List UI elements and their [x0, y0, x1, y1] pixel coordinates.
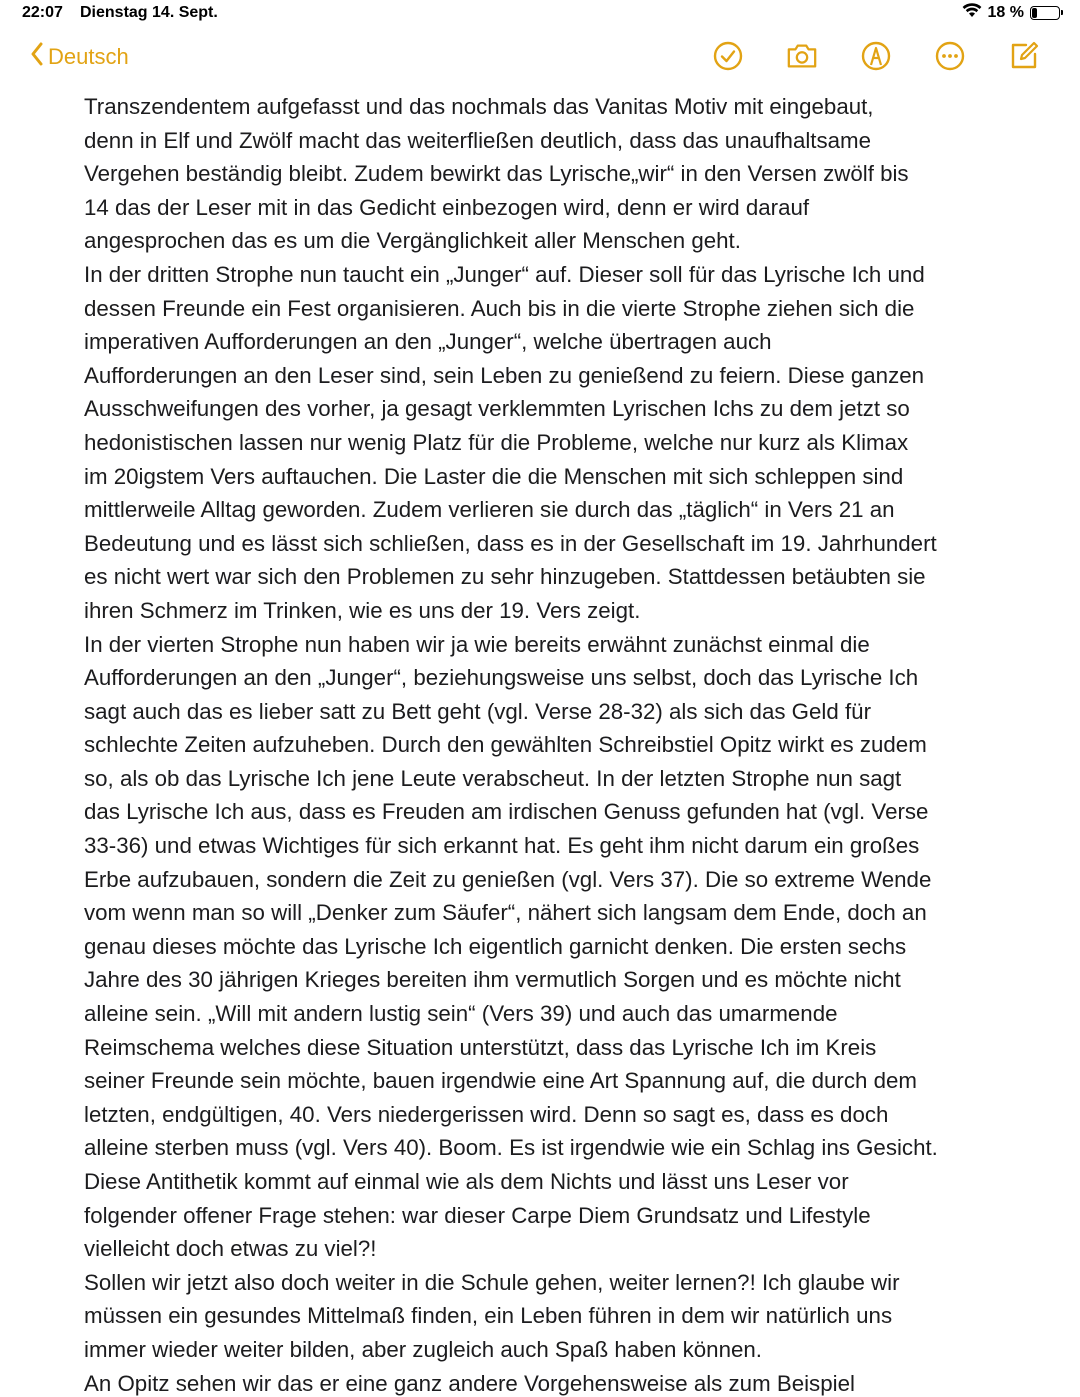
note-text-line: dessen Freunde ein Fest organisieren. Auch bis in die vierte Strophe ziehen sich die: [84, 295, 915, 321]
more-ellipsis-icon[interactable]: [934, 40, 966, 72]
note-text-line: immer wieder weiter bilden, aber zugleich auch Spaß haben können.: [84, 1336, 762, 1362]
note-text-line: das Lyrische Ich aus, dass es Freuden am irdischen Genuss gefunden hat (vgl. Verse: [84, 799, 929, 825]
note-text-line: ihren Schmerz im Trinken, wie es uns der 19. Vers zeigt.: [84, 597, 641, 623]
note-text-line: 33-36) und etwas Wichtiges für sich erkannt hat. Es geht ihm nicht darum ein großes: [84, 833, 920, 859]
note-text-line: mittlerweile Alltag geworden. Zudem verlieren sie durch das „täglich“ in Vers 21 an: [84, 497, 895, 523]
note-text-line: An Opitz sehen wir das er eine ganz andere Vorgehensweise als zum Beispiel: [84, 1370, 855, 1396]
note-text-line: es nicht wert war sich den Problemen zu sehr hinzugeben. Stattdessen betäubten sie: [84, 564, 926, 590]
note-text-line: Aufforderungen an den Leser sind, sein Leben zu genießend zu feiern. Diese ganzen: [84, 362, 925, 388]
checkmark-circle-icon[interactable]: [712, 40, 744, 72]
note-text-line: im 20igstem Vers auftauchen. Die Laster die die Menschen mit sich schleppen sind: [84, 463, 904, 489]
note-text-line: Diese Antithetik kommt auf einmal wie als dem Nichts und lässt uns Leser vor: [84, 1169, 849, 1194]
notes-toolbar: [0, 32, 1080, 88]
note-text-line: müssen ein gesundes Mittelmaß finden, ein Leben führen in dem wir natürlich uns: [84, 1303, 893, 1329]
note-text-line: angesprochen das es um die Vergänglichkeit aller Menschen geht.: [84, 228, 741, 254]
markup-pen-icon[interactable]: [860, 40, 892, 72]
note-text-line: Ausschweifungen des vorher, ja gesagt verklemmten Lyrischen Ichs zu dem jetzt so: [84, 396, 910, 422]
note-text-line: schlechte Zeiten aufzuheben. Durch den gewählten Schreibstiel Opitz wirkt es zudem: [84, 732, 927, 758]
note-text-line: Vergehen beständig bleibt. Zudem bewirkt das Lyrische„wir“ in den Versen zwölf bis: [84, 161, 909, 187]
note-text-line: Jahre des 30 jährigen Krieges bereiten ihm vermutlich Sorgen und es möchte nicht: [84, 967, 901, 993]
battery-level-fill: [1032, 8, 1037, 18]
back-button-label: Deutsch: [48, 44, 129, 69]
note-text-line: Sollen wir jetzt also doch weiter in die Schule gehen, weiter lernen?! Ich glaube wir: [84, 1269, 900, 1295]
status-date: Dienstag 14. Sept.: [80, 4, 218, 21]
note-text-line: In der vierten Strophe nun haben wir ja wie bereits erwähnt zunächst einmal die: [84, 631, 870, 657]
back-button[interactable]: [30, 42, 129, 72]
note-text-line: Erbe aufzubauen, sondern die Zeit zu genießen (vgl. Vers 37). Die so extreme Wende: [84, 866, 932, 892]
camera-icon[interactable]: [786, 40, 818, 72]
note-text-line: imperativen Aufforderungen an den „Junger“, welche übertragen auch: [84, 329, 772, 355]
note-text-area[interactable]: [84, 90, 1004, 1397]
note-text-line: denn in Elf und Zwölf macht das weiterfließen deutlich, dass das unaufhaltsame: [84, 127, 872, 153]
note-text-line: letzten, endgültigen, 40. Vers niedergerissen wird. Denn so sagt es, dass es doch: [84, 1101, 889, 1127]
note-text-line: alleine sein. „Will mit andern lustig sein“ (Vers 39) und auch das umarmende: [84, 1001, 838, 1027]
status-time: 22:07: [22, 4, 63, 21]
battery-icon: [1030, 6, 1060, 20]
chevron-left-icon: [30, 42, 44, 72]
note-text-line: folgender offener Frage stehen: war dieser Carpe Diem Grundsatz und Lifestyle: [84, 1202, 871, 1228]
note-text-line: sagt auch das es lieber satt zu Bett geht (vgl. Verse 28-32) als sich das Geld für: [84, 698, 871, 724]
note-text-line: In der dritten Strophe nun taucht ein „Junger“ auf. Dieser soll für das Lyrische Ich und: [84, 261, 925, 287]
note-text-line: genau dieses möchte das Lyrische Ich eigentlich garnicht denken. Die ersten sechs: [84, 933, 907, 959]
status-indicators: [962, 3, 1060, 23]
note-text-line: vom wenn man so will „Denker zum Säufer“, nähert sich langsam dem Ende, doch an: [84, 900, 927, 926]
battery-percent: 18 %: [987, 4, 1024, 21]
note-text-line: 14 das der Leser mit in das Gedicht einbezogen wird, denn er wird darauf: [84, 194, 810, 220]
compose-icon[interactable]: [1008, 40, 1040, 72]
status-bar: [0, 0, 1080, 26]
note-text-line: seiner Freunde sein möchte, bauen irgendwie eine Art Spannung auf, die durch dem: [84, 1068, 917, 1094]
note-text-line: Reimschema welches diese Situation unterstützt, dass das Lyrische Ich im Kreis: [84, 1034, 877, 1060]
note-text-line: alleine sterben muss (vgl. Vers 40). Boom. Es ist irgendwie wie ein Schlag ins Gesicht.: [84, 1135, 938, 1161]
note-text-line: hedonistischen lassen nur wenig Platz für die Probleme, welche nur kurz als Klimax: [84, 429, 909, 455]
wifi-icon: [962, 3, 982, 23]
note-text-line: so, als ob das Lyrische Ich jene Leute verabscheut. In der letzten Strophe nun sagt: [84, 765, 902, 791]
note-text-line: Aufforderungen an den „Junger“, beziehungsweise uns selbst, doch das Lyrische Ich: [84, 665, 919, 691]
note-text-line: vielleicht doch etwas zu viel?!: [84, 1236, 377, 1262]
toolbar-actions: [712, 40, 1040, 72]
note-text-line: Bedeutung und es lässt sich schließen, dass es in der Gesellschaft im 19. Jahrhundert: [84, 530, 937, 556]
note-text-line: Transzendentem aufgefasst und das nochmals das Vanitas Motiv mit eingebaut,: [84, 94, 874, 119]
